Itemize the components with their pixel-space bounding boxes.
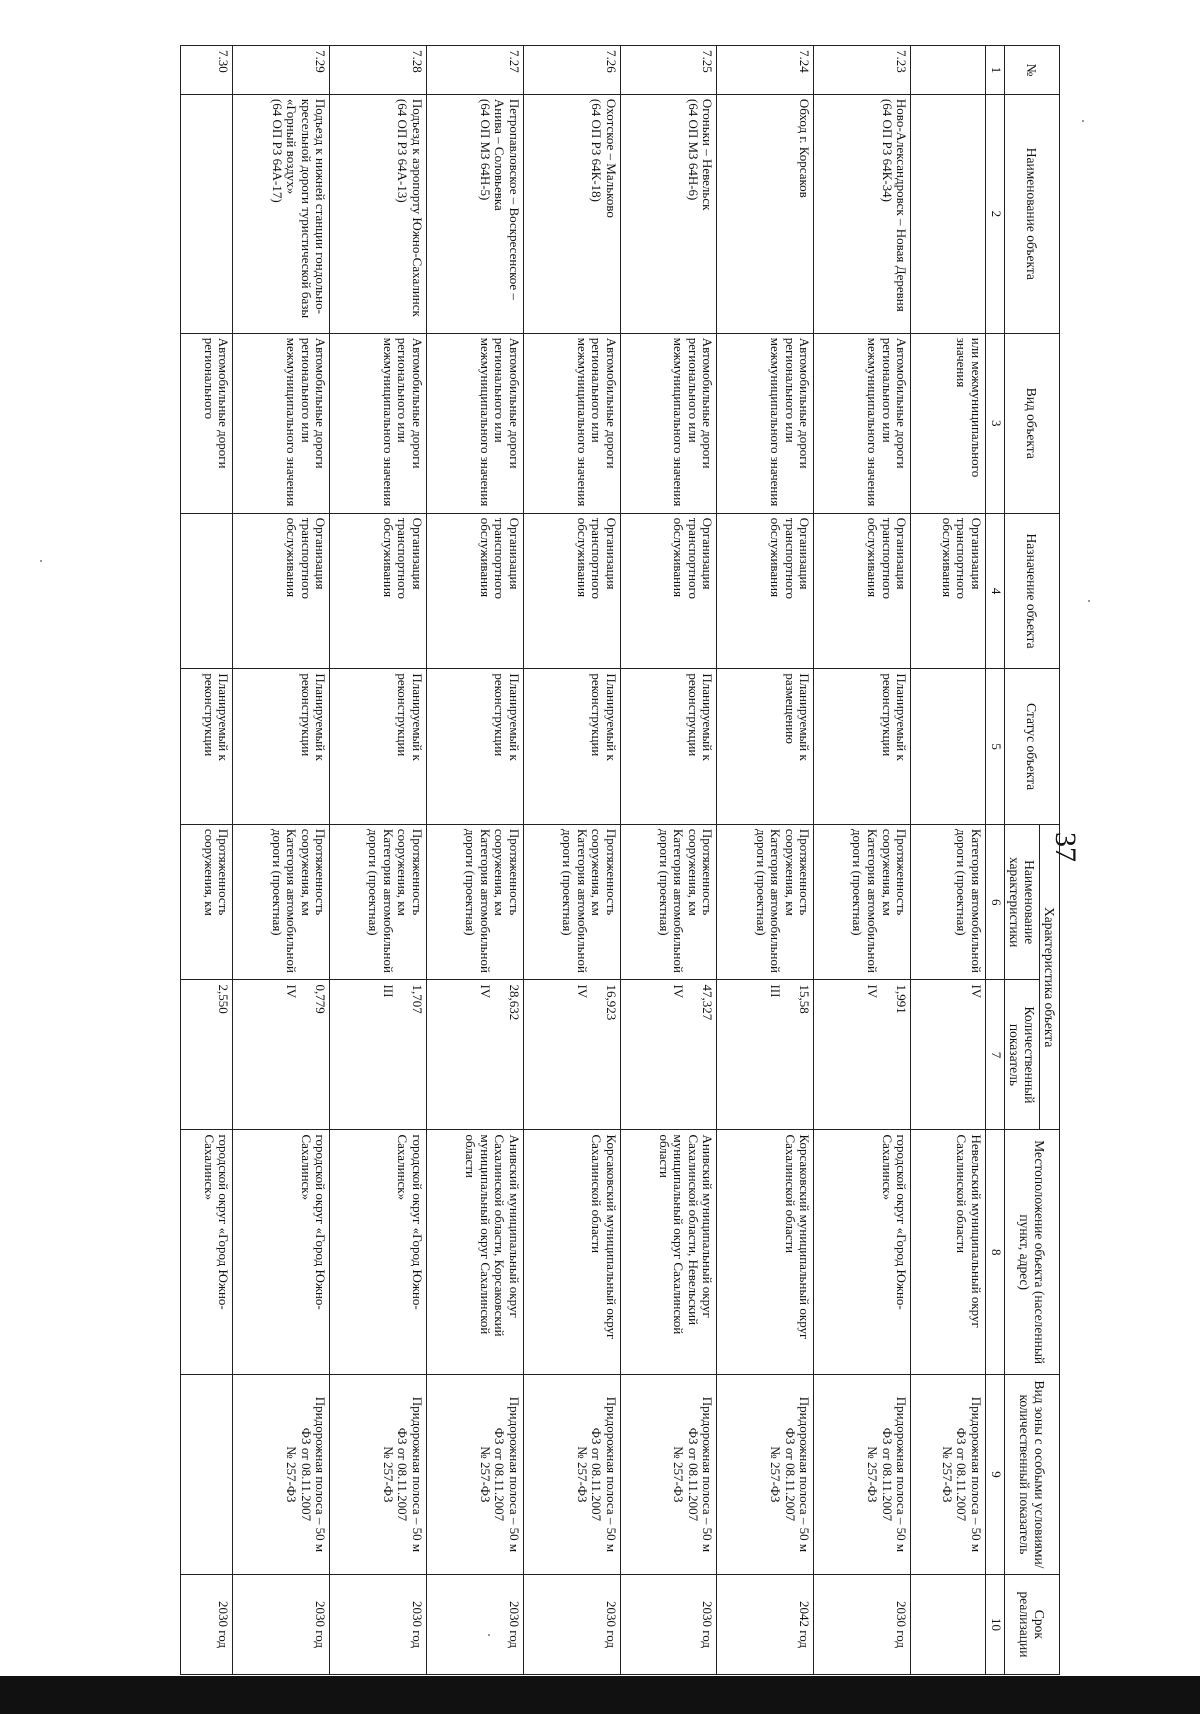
object-location-cell: Анивский муниципальный округ Сахалинской области, Корсаковский муниципальный округ Сахалинской области <box>427 1130 524 1374</box>
header-purpose: Назначение объекта <box>1004 513 1059 669</box>
row-number-cell <box>911 46 986 95</box>
object-purpose-cell: Организация транспортного обслуживания <box>620 513 717 669</box>
row-number-cell: 7.27 <box>427 46 524 95</box>
object-name-cell <box>181 94 233 333</box>
column-number: 6 <box>985 824 1004 980</box>
object-status-cell: Планируемый к реконструкции <box>814 669 911 825</box>
characteristic-name-cell: Протяженность сооружения, км Категория автомобильной дороги (проектная) <box>330 824 427 980</box>
object-status-cell: Планируемый к реконструкции <box>620 669 717 825</box>
object-purpose-cell: Организация транспортного обслуживания <box>427 513 524 669</box>
object-type-cell: или межмуниципального значения <box>911 333 986 513</box>
characteristic-name-cell: Протяженность сооружения, км <box>181 824 233 980</box>
page-number: 37 <box>1049 832 1082 862</box>
header-no: № <box>1004 46 1059 95</box>
object-status-cell: Планируемый к реконструкции <box>523 669 620 825</box>
special-zone-cell: Придорожная полоса – 50 м ФЗ от 08.11.2007 № 257-ФЗ <box>330 1374 427 1574</box>
object-name-cell: Обход г. Корсаков <box>717 94 814 333</box>
scan-speck <box>1088 600 1090 602</box>
column-number: 8 <box>985 1130 1004 1374</box>
column-number: 9 <box>985 1374 1004 1574</box>
object-name-cell: Охотское – Мальково (64 ОП РЗ 64К-18) <box>523 94 620 333</box>
column-number: 10 <box>985 1574 1004 1674</box>
row-number-cell: 7.28 <box>330 46 427 95</box>
header-row-1 <box>1039 46 1059 1675</box>
characteristic-name-cell: Категория автомобильной дороги (проектная) <box>911 824 986 980</box>
special-zone-cell: Придорожная полоса – 50 м ФЗ от 08.11.2007 № 257-ФЗ <box>233 1374 330 1574</box>
special-zone-cell: Придорожная полоса – 50 м ФЗ от 08.11.2007 № 257-ФЗ <box>814 1374 911 1574</box>
characteristic-name-cell: Протяженность сооружения, км Категория автомобильной дороги (проектная) <box>814 824 911 980</box>
special-zone-cell: Придорожная полоса – 50 м ФЗ от 08.11.2007 № 257-ФЗ <box>523 1374 620 1574</box>
implementation-term-cell: 2030 год <box>330 1574 427 1674</box>
characteristic-value-cell: 28,632 IV <box>427 980 524 1130</box>
table-sheet <box>180 45 1060 1675</box>
special-zone-cell: Придорожная полоса – 50 м ФЗ от 08.11.2007 № 257-ФЗ <box>717 1374 814 1574</box>
object-type-cell: Автомобильные дороги регионального или межмуниципального значения <box>620 333 717 513</box>
object-type-cell: Автомобильные дороги регионального <box>181 333 233 513</box>
object-name-cell: Петропавловское – Воскресенское – Анива – Соловьевка (64 ОП МЗ 64Н-5) <box>427 94 524 333</box>
object-location-cell: Анивский муниципальный округ Сахалинской области, Невельский муниципальный округ Сахалинской области <box>620 1130 717 1374</box>
header-name: Наименование объекта <box>1004 94 1059 333</box>
special-zone-cell: Придорожная полоса – 50 м ФЗ от 08.11.2007 № 257-ФЗ <box>620 1374 717 1574</box>
row-number-cell: 7.25 <box>620 46 717 95</box>
table-row <box>233 46 330 1675</box>
table-row <box>181 46 233 1675</box>
object-type-cell: Автомобильные дороги регионального или межмуниципального значения <box>330 333 427 513</box>
object-name-cell: Подъезд к нижней станции гондольно-кресельной дороги туристической базы «Горный воздух» (64 ОП РЗ 64А-17) <box>233 94 330 333</box>
object-location-cell: городской округ «Город Южно-Сахалинск» <box>233 1130 330 1374</box>
characteristic-value-cell: 1,707 III <box>330 980 427 1130</box>
header-status: Статус объекта <box>1004 669 1059 825</box>
characteristic-value-cell: 16,923 IV <box>523 980 620 1130</box>
header-term: Срок реализации <box>1004 1574 1059 1674</box>
row-number-cell: 7.30 <box>181 46 233 95</box>
special-zone-cell <box>181 1374 233 1574</box>
characteristic-value-cell: 2,550 <box>181 980 233 1130</box>
object-location-cell: городской округ «Город Южно-Сахалинск» <box>814 1130 911 1374</box>
row-number-cell: 7.26 <box>523 46 620 95</box>
characteristic-name-cell: Протяженность сооружения, км Категория автомобильной дороги (проектная) <box>620 824 717 980</box>
table-row <box>427 46 524 1675</box>
header-characteristics: Характеристика объекта <box>1039 824 1059 1130</box>
object-status-cell: Планируемый к размещению <box>717 669 814 825</box>
table-row <box>814 46 911 1675</box>
object-status-cell: Планируемый к реконструкции <box>427 669 524 825</box>
header-location: Местоположение объекта (населенный пункт, адрес) <box>1004 1130 1059 1374</box>
object-location-cell: городской округ «Город Южно-Сахалинск» <box>181 1130 233 1374</box>
column-number: 4 <box>985 513 1004 669</box>
object-purpose-cell: Организация транспортного обслуживания <box>233 513 330 669</box>
characteristic-name-cell: Протяженность сооружения, км Категория автомобильной дороги (проектная) <box>717 824 814 980</box>
object-status-cell: Планируемый к реконструкции <box>330 669 427 825</box>
column-number: 7 <box>985 980 1004 1130</box>
object-name-cell: Ново-Александровск – Новая Деревня (64 ОП РЗ 64К-34) <box>814 94 911 333</box>
implementation-term-cell <box>911 1574 986 1674</box>
table-row <box>620 46 717 1675</box>
row-number-cell: 7.23 <box>814 46 911 95</box>
object-name-cell <box>911 94 986 333</box>
implementation-term-cell: 2030 год <box>181 1574 233 1674</box>
scan-bottom-edge <box>0 1676 1200 1714</box>
header-zone: Вид зоны с особыми условиями/количественный показатель <box>1004 1374 1059 1574</box>
object-type-cell: Автомобильные дороги регионального или межмуниципального значения <box>814 333 911 513</box>
object-type-cell: Автомобильные дороги регионального или межмуниципального значения <box>523 333 620 513</box>
characteristic-name-cell: Протяженность сооружения, км Категория автомобильной дороги (проектная) <box>523 824 620 980</box>
table-row <box>911 46 986 1675</box>
special-zone-cell: Придорожная полоса – 50 м ФЗ от 08.11.2007 № 257-ФЗ <box>911 1374 986 1574</box>
column-number: 2 <box>985 94 1004 333</box>
object-purpose-cell: Организация транспортного обслуживания <box>330 513 427 669</box>
object-purpose-cell: Организация транспортного обслуживания <box>523 513 620 669</box>
row-number-cell: 7.29 <box>233 46 330 95</box>
objects-table <box>180 45 1060 1675</box>
header-char-name: Наименование характеристики <box>1004 824 1039 980</box>
object-purpose-cell: Организация транспортного обслуживания <box>814 513 911 669</box>
object-location-cell: Корсаковский муниципальный округ Сахалинской области <box>523 1130 620 1374</box>
implementation-term-cell: 2030 год <box>814 1574 911 1674</box>
special-zone-cell: Придорожная полоса – 50 м ФЗ от 08.11.2007 № 257-ФЗ <box>427 1374 524 1574</box>
column-number: 1 <box>985 46 1004 95</box>
implementation-term-cell: 2030 год <box>620 1574 717 1674</box>
scan-speck <box>1082 120 1084 122</box>
object-status-cell <box>911 669 986 825</box>
characteristic-value-cell: 15,58 III <box>717 980 814 1130</box>
object-type-cell: Автомобильные дороги регионального или межмуниципального значения <box>427 333 524 513</box>
object-type-cell: Автомобильные дороги регионального или межмуниципального значения <box>717 333 814 513</box>
object-location-cell: Невельский муниципальный округ Сахалинской области <box>911 1130 986 1374</box>
column-number: 3 <box>985 333 1004 513</box>
characteristic-name-cell: Протяженность сооружения, км Категория автомобильной дороги (проектная) <box>233 824 330 980</box>
object-purpose-cell: Организация транспортного обслуживания <box>911 513 986 669</box>
row-number-cell: 7.24 <box>717 46 814 95</box>
header-type: Вид объекта <box>1004 333 1059 513</box>
implementation-term-cell: 2030 год <box>233 1574 330 1674</box>
object-purpose-cell <box>181 513 233 669</box>
implementation-term-cell: 2042 год <box>717 1574 814 1674</box>
table-row <box>523 46 620 1675</box>
object-purpose-cell: Организация транспортного обслуживания <box>717 513 814 669</box>
object-status-cell: Планируемый к реконструкции <box>233 669 330 825</box>
column-numbers-row <box>985 46 1004 1675</box>
characteristic-value-cell: IV <box>911 980 986 1130</box>
object-name-cell: Подъезд к аэропорту Южно-Сахалинск (64 ОП РЗ 64А-13) <box>330 94 427 333</box>
scan-speck <box>40 560 42 562</box>
table-row <box>330 46 427 1675</box>
characteristic-name-cell: Протяженность сооружения, км Категория автомобильной дороги (проектная) <box>427 824 524 980</box>
object-status-cell: Планируемый к реконструкции <box>181 669 233 825</box>
implementation-term-cell: 2030 год <box>523 1574 620 1674</box>
object-name-cell: Огоньки – Невельск (64 ОП МЗ 64Н-6) <box>620 94 717 333</box>
object-location-cell: городской округ «Город Южно-Сахалинск» <box>330 1130 427 1374</box>
object-location-cell: Корсаковский муниципальный округ Сахалинской области <box>717 1130 814 1374</box>
characteristic-value-cell: 0,779 IV <box>233 980 330 1130</box>
header-char-value: Количественный показатель <box>1004 980 1039 1130</box>
table-row <box>717 46 814 1675</box>
column-number: 5 <box>985 669 1004 825</box>
object-type-cell: Автомобильные дороги регионального или межмуниципального значения <box>233 333 330 513</box>
characteristic-value-cell: 1,991 IV <box>814 980 911 1130</box>
implementation-term-cell: 2030 год <box>427 1574 524 1674</box>
characteristic-value-cell: 47,327 IV <box>620 980 717 1130</box>
scan-speck <box>488 1634 490 1636</box>
